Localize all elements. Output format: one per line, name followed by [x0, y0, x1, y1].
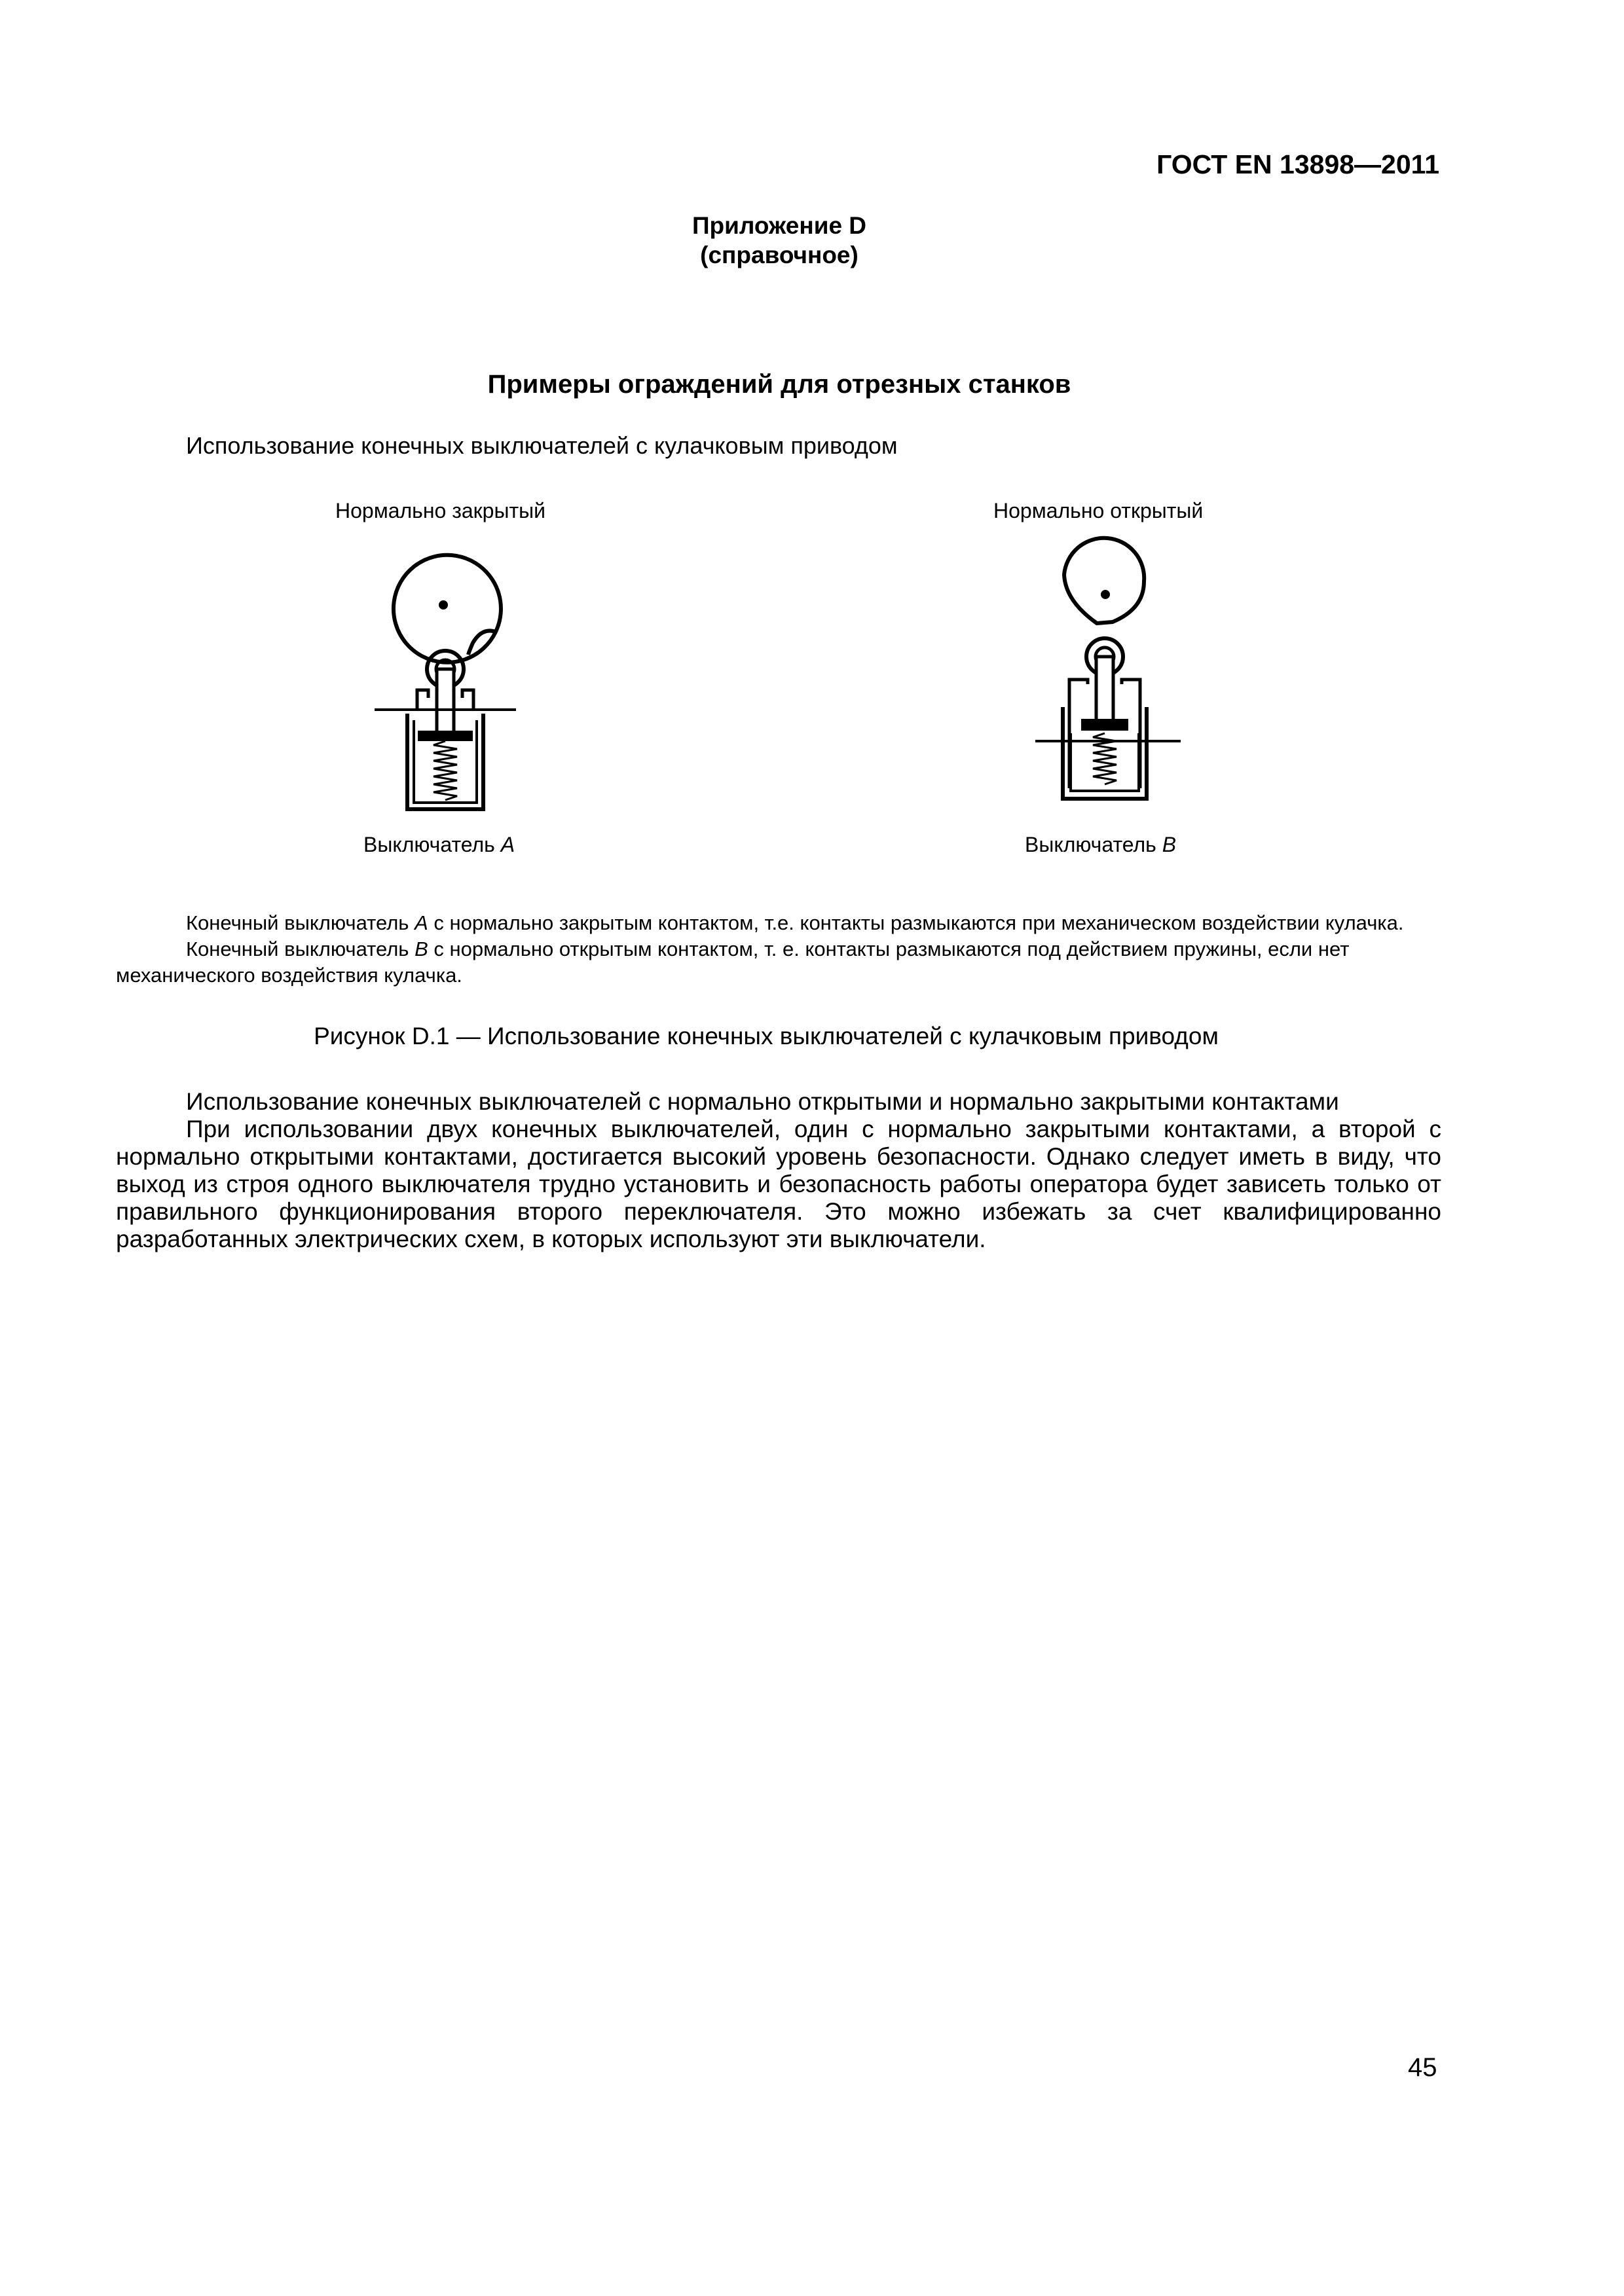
section1-heading: Использование конечных выключателей с кулачковым приводом	[186, 432, 898, 459]
spring-a	[434, 741, 457, 800]
switch-a-letter: A	[500, 833, 515, 856]
normally-open-label: Нормально открытый	[993, 499, 1204, 522]
contact-bar-b	[1081, 719, 1128, 731]
left-bracket-b	[1069, 680, 1088, 788]
switch-b-letter: B	[1162, 833, 1177, 856]
annex-status: (справочное)	[700, 242, 858, 268]
annex-heading	[0, 211, 1559, 270]
main-title: Примеры ограждений для отрезных станков	[487, 370, 1071, 399]
switch-a-label: Выключатель A	[363, 833, 515, 856]
cam-b	[1064, 538, 1144, 623]
page-number: 45	[1408, 2053, 1437, 2082]
right-bracket-b	[1122, 680, 1140, 788]
plunger-b	[1096, 657, 1113, 722]
normally-closed-label: Нормально закрытый	[335, 499, 545, 522]
contact-bar-a	[418, 731, 473, 741]
standard-code: ГОСТ EN 13898—2011	[1156, 149, 1439, 179]
left-bracket-a	[417, 690, 428, 710]
figure-notes	[116, 910, 1432, 989]
switch-a-diagram	[367, 550, 537, 818]
note-switch-a: Конечный выключатель A с нормально закрытым контактом, т.е. контакты размыкаются при механическом воздействии кулачка.	[186, 911, 1404, 934]
switch-b-label: Выключатель B	[1025, 833, 1177, 856]
section2-body: При использовании двух конечных выключателей, один с нормально закрытыми контактами, а второй с нормально открытыми контактами, достигается высокий уровень безопасности. Однако следует иметь в виду, что выход из строя одного выключателя трудно установить и безопасность работы оператора будет зависеть только от правильного функционирования второго переключателя. Это можно избежать за счет квалифицированно разработанных электрических схем, в которых используют эти выключатели.	[116, 1116, 1441, 1252]
section2-heading: Использование конечных выключателей с нормально открытыми и нормально закрытыми контактами	[186, 1088, 1339, 1115]
annex-title: Приложение D	[692, 212, 867, 239]
right-bracket-a	[462, 690, 473, 710]
note-switch-b: Конечный выключатель B с нормально открытым контактом, т. е. контакты размыкаются под действием пружины, если нет механического воздействия кулачка.	[116, 938, 1350, 987]
plunger-a	[437, 669, 454, 735]
figure-caption: Рисунок D.1 — Использование конечных выключателей с кулачковым приводом	[314, 1023, 1219, 1049]
switch-b-diagram	[1025, 543, 1195, 812]
cam-a	[394, 555, 501, 663]
